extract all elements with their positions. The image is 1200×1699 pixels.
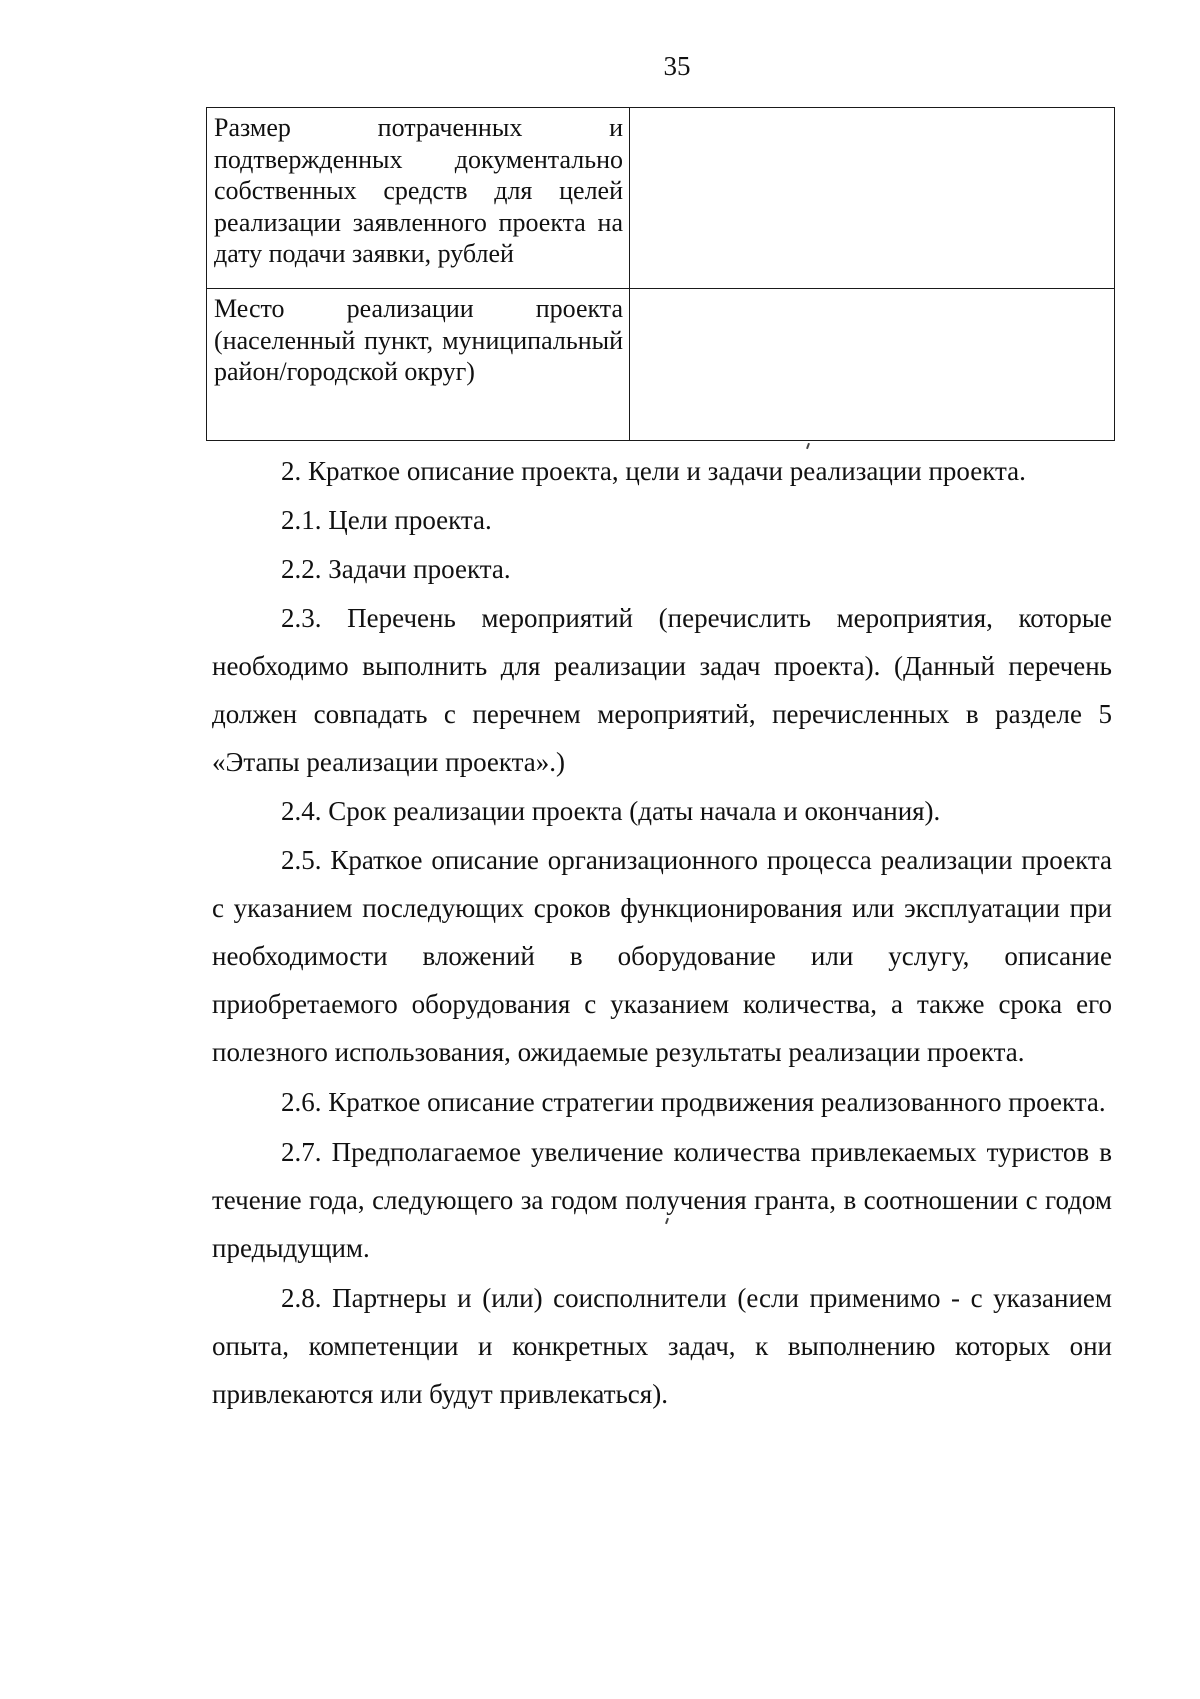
table-row	[207, 108, 1115, 289]
section-2-4: 2.4. Срок реализации проекта (даты начала и окончания).	[281, 796, 941, 826]
project-location-value	[630, 289, 1115, 441]
section-2-heading: 2. Краткое описание проекта, цели и задачи реализации проекта.	[281, 456, 1026, 486]
section-2-6: 2.6. Краткое описание стратегии продвижения реализованного проекта.	[281, 1087, 1106, 1117]
project-info-table	[206, 107, 1115, 441]
section-2-2: 2.2. Задачи проекта.	[281, 554, 511, 584]
section-2-8: 2.8. Партнеры и (или) соисполнители (если применимо - с указанием опыта, компетенции и конкретных задач, к выполнению которых они привлекаются или будут привлекаться).	[212, 1283, 1112, 1409]
page-number: 35	[663, 51, 691, 81]
section-2-3: 2.3. Перечень мероприятий (перечислить мероприятия, которые необходимо выполнить для реализации задач проекта). (Данный перечень должен совпадать с перечнем мероприятий, перечисленных в разделе 5 «Этапы реализации проекта».)	[212, 603, 1112, 777]
section-2-5: 2.5. Краткое описание организационного процесса реализации проекта с указанием последующих сроков функционирования или эксплуатации при необходимости вложений в оборудование или услугу, описание приобретаемого оборудования с указанием количества, а также срока его полезного использования, ожидаемые результаты реализации проекта.	[212, 845, 1112, 1067]
table-row	[207, 289, 1115, 441]
document-body	[212, 447, 1112, 1418]
project-location-label: Место реализации проекта (населенный пункт, муниципальный район/городской округ)	[207, 289, 630, 441]
own-funds-value	[630, 108, 1115, 289]
own-funds-label: Размер потраченных и подтвержденных документально собственных средств для целей реализации заявленного проекта на дату подачи заявки, рублей	[207, 108, 630, 289]
section-2-7: 2.7. Предполагаемое увеличение количества привлекаемых туристов в течение года, следующего за годом получения гранта, в соотношении с годом предыдущим.	[212, 1137, 1112, 1263]
section-2-1: 2.1. Цели проекта.	[281, 505, 492, 535]
